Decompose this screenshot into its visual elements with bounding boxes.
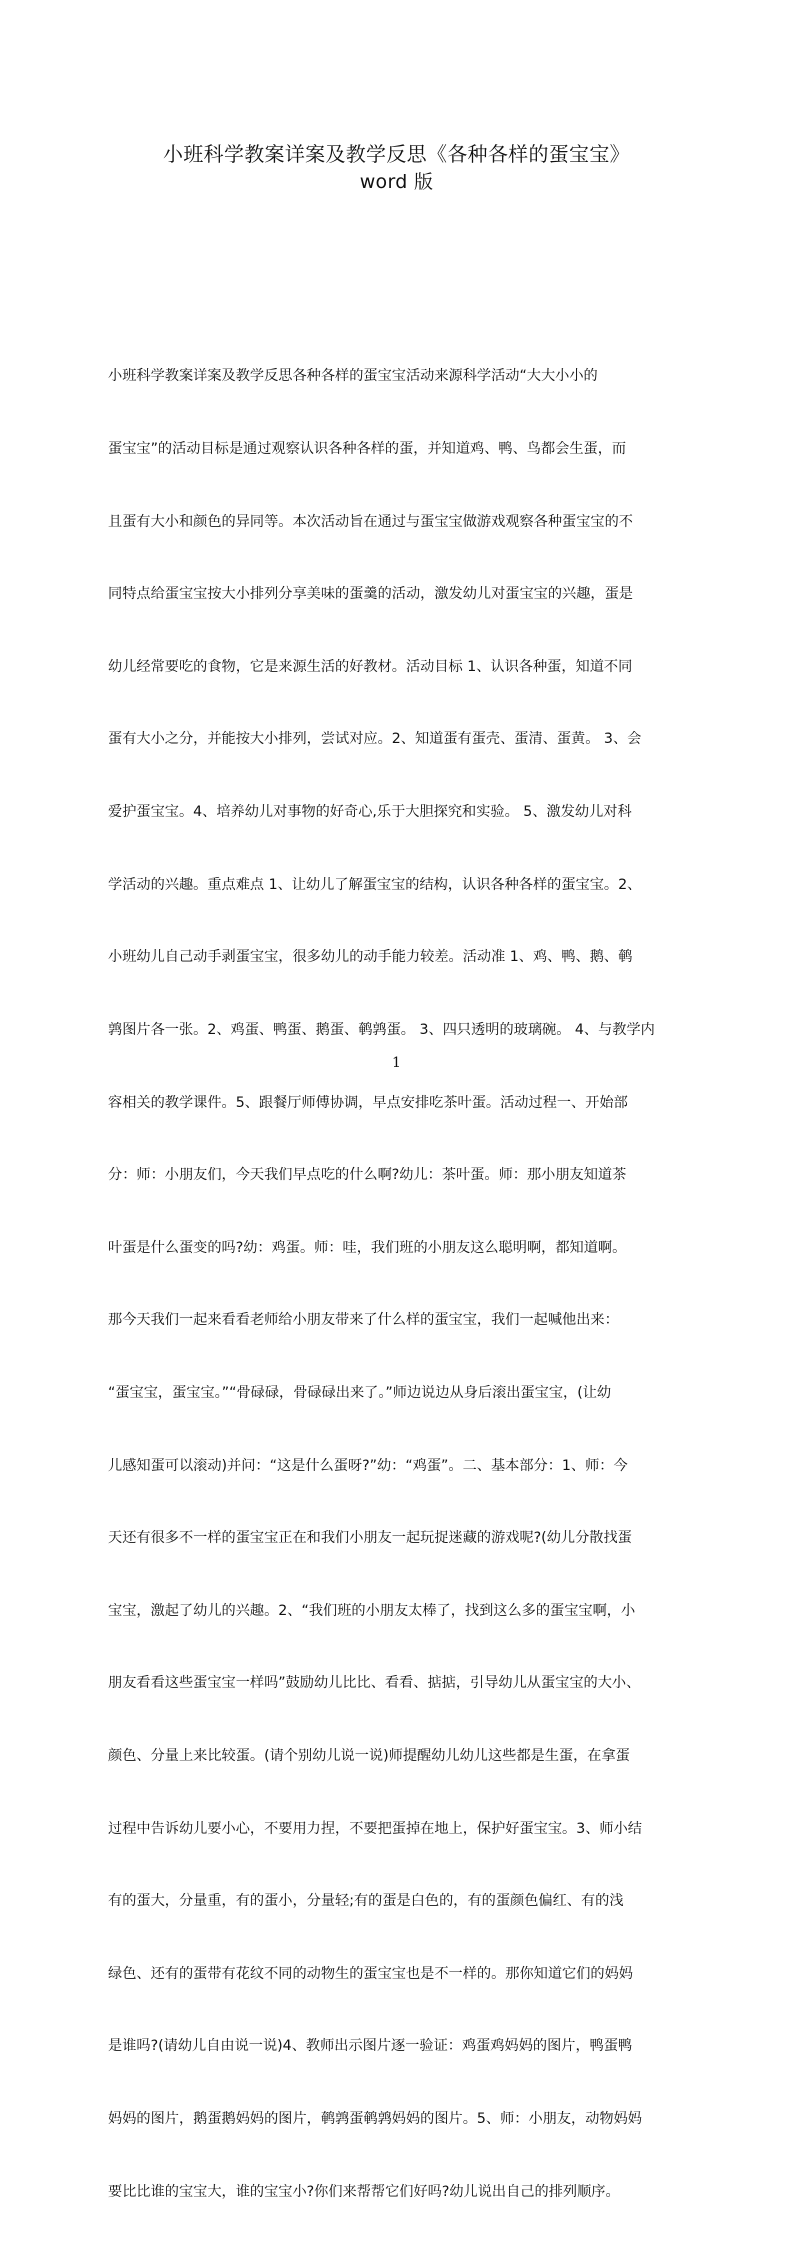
body-line: 有的蛋大，分量重，有的蛋小，分量轻;有的蛋是白色的，有的蛋颜色偏红、有的浅 (108, 1893, 624, 1910)
body-line: 鹑图片各一张。2、鸡蛋、鸭蛋、鹅蛋、鹌鹑蛋。 3、四只透明的玻璃碗。 4、与教学内 (108, 1021, 655, 1038)
body-line: 容相关的教学课件。5、跟餐厅师傅协调，早点安排吃茶叶蛋。活动过程一、开始部 (108, 1094, 628, 1111)
body-line: 朋友看看这些蛋宝宝一样吗”鼓励幼儿比比、看看、掂掂，引导幼儿从蛋宝宝的大小、 (108, 1675, 641, 1692)
document-title (0, 139, 793, 195)
body-line: 分：师：小朋友们，今天我们早点吃的什么啊?幼儿：茶叶蛋。师：那小朋友知道茶 (108, 1167, 627, 1184)
body-line: 是谁吗?(请幼儿自由说一说)4、教师出示图片逐一验证：鸡蛋鸡妈妈的图片，鸭蛋鸭 (108, 2038, 633, 2055)
body-line: 且蛋有大小和颜色的异同等。本次活动旨在通过与蛋宝宝做游戏观察各种蛋宝宝的不 (108, 513, 633, 530)
body-paragraph (108, 316, 697, 2200)
body-line: 天还有很多不一样的蛋宝宝正在和我们小朋友一起玩捉迷藏的游戏呢?(幼儿分散找蛋 (108, 1530, 632, 1547)
body-line: “蛋宝宝，蛋宝宝。”“骨碌碌，骨碌碌出来了。”师边说边从身后滚出蛋宝宝，(让幼 (108, 1384, 612, 1401)
body-line: 小班幼儿自己动手剥蛋宝宝，很多幼儿的动手能力较差。活动准 1、鸡、鸭、鹅、鹌 (108, 949, 633, 966)
body-line: 学活动的兴趣。重点难点 1、让幼儿了解蛋宝宝的结构，认识各种各样的蛋宝宝。2、 (108, 876, 642, 893)
body-line: 小班科学教案详案及教学反思各种各样的蛋宝宝活动来源科学活动“大大小小的 (108, 368, 598, 385)
title-line-1: 小班科学教案详案及教学反思《各种各样的蛋宝宝》 (163, 142, 630, 166)
body-line: 过程中告诉幼儿要小心，不要用力捏，不要把蛋掉在地上，保护好蛋宝宝。3、师小结 (108, 1820, 642, 1837)
body-line: 颜色、分量上来比较蛋。(请个别幼儿说一说)师提醒幼儿幼儿这些都是生蛋，在拿蛋 (108, 1747, 630, 1764)
body-line: 蛋宝宝”的活动目标是通过观察认识各种各样的蛋，并知道鸡、鸭、鸟都会生蛋，而 (108, 441, 627, 458)
page-number: 1 (392, 1055, 401, 1071)
body-line: 叶蛋是什么蛋变的吗?幼：鸡蛋。师：哇，我们班的小朋友这么聪明啊，都知道啊。 (108, 1239, 627, 1256)
body-line: 那今天我们一起来看看老师给小朋友带来了什么样的蛋宝宝，我们一起喊他出来： (108, 1312, 619, 1329)
body-line: 要比比谁的宝宝大，谁的宝宝小?你们来帮帮它们好吗?幼儿说出自己的排列顺序。 (108, 2183, 620, 2200)
body-line: 妈妈的图片，鹅蛋鹅妈妈的图片，鹌鹑蛋鹌鹑妈妈的图片。5、师：小朋友，动物妈妈 (108, 2111, 642, 2128)
body-line: 幼儿经常要吃的食物，它是来源生活的好教材。活动目标 1、认识各种蛋，知道不同 (108, 658, 633, 675)
body-line: 宝宝，激起了幼儿的兴趣。2、“我们班的小朋友太棒了，找到这么多的蛋宝宝啊，小 (108, 1602, 636, 1619)
body-line: 绿色、还有的蛋带有花纹不同的动物生的蛋宝宝也是不一样的。那你知道它们的妈妈 (108, 1965, 633, 1982)
body-line: 爱护蛋宝宝。4、培养幼儿对事物的好奇心,乐于大胆探究和实验。 5、激发幼儿对科 (108, 804, 632, 821)
title-line-2: word 版 (359, 171, 434, 193)
body-line: 儿感知蛋可以滚动)并问：“这是什么蛋呀?”幼：“鸡蛋”。二、基本部分：1、师：今 (108, 1457, 628, 1474)
body-line: 同特点给蛋宝宝按大小排列分享美味的蛋羹的活动，激发幼儿对蛋宝宝的兴趣，蛋是 (108, 586, 633, 603)
body-line: 蛋有大小之分，并能按大小排列，尝试对应。2、知道蛋有蛋壳、蛋清、蛋黄。 3、会 (108, 731, 642, 748)
